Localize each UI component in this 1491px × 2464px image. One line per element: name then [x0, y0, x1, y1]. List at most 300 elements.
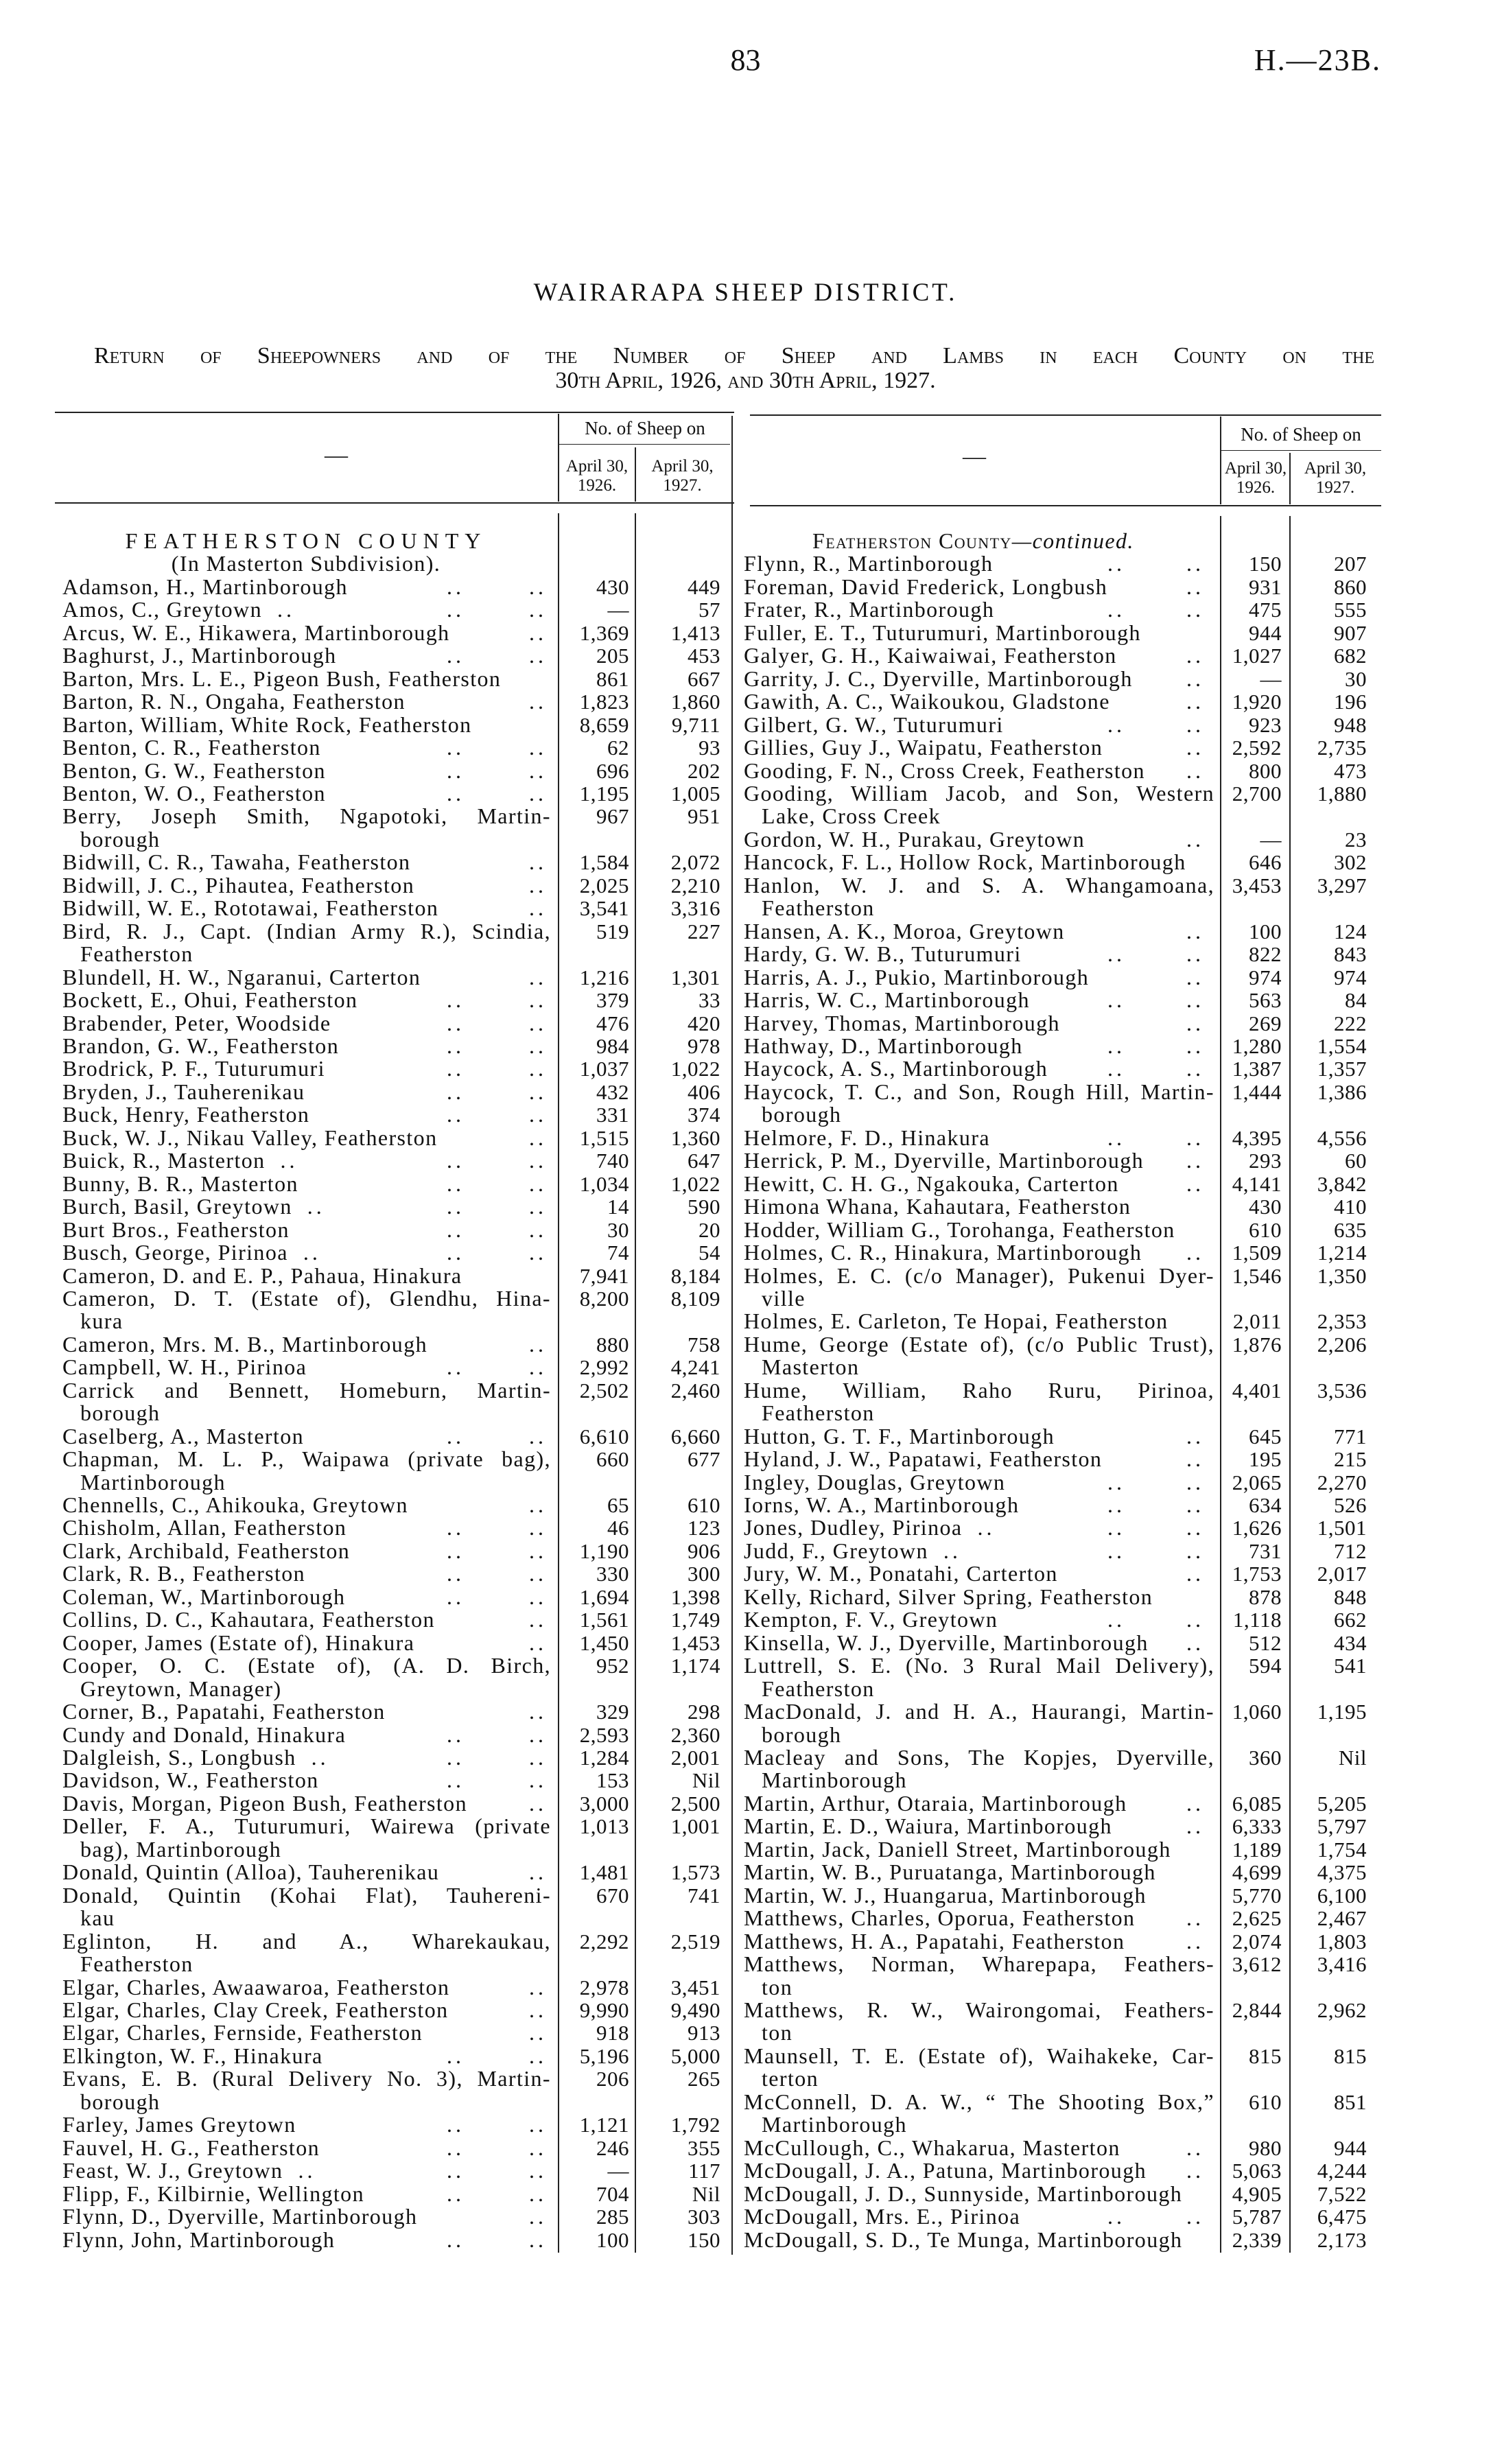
sheep-1927: 712: [1334, 1538, 1367, 1563]
sheep-1926: 30: [607, 1217, 629, 1242]
sheep-1927: 541: [1334, 1654, 1367, 1678]
dot-leader: ..: [529, 895, 547, 921]
sheep-1926: 974: [1249, 965, 1282, 989]
sheep-1926: 610: [1249, 2089, 1282, 2114]
table-row: [62, 989, 728, 1011]
sheep-1926: 1,190: [579, 1538, 629, 1563]
sheep-1927: 3,842: [1317, 1171, 1367, 1196]
dot-leader: ..: [1186, 1492, 1204, 1518]
dot-leader: ..: [529, 1125, 547, 1150]
table-row: [744, 1700, 1375, 1723]
dot-leader: ..: [529, 1538, 547, 1563]
table-row: [62, 760, 728, 782]
leader-wrap: [62, 598, 295, 621]
owner-name: Carrick and Bennett, Homeburn, Martin-: [62, 1377, 551, 1403]
sheep-1927: 2,962: [1317, 1998, 1367, 2022]
header-col1-line2-right: 1926.: [1236, 478, 1276, 497]
dot-leader: ..: [529, 872, 547, 897]
sheep-1926: 861: [596, 666, 629, 691]
leader-wrap: [744, 1516, 995, 1539]
sheep-1927: Nil: [1338, 1746, 1367, 1770]
subtitle-line-1: Return of Sheepowners and of the Number of Sheep and Lambs in each County on the: [94, 343, 1374, 368]
dot-leader: ..: [943, 1538, 961, 1563]
table-row-continuation: [62, 1838, 728, 1861]
table-row: [744, 1173, 1375, 1195]
table-row: [744, 2045, 1375, 2067]
owner-name: Arcus, W. E., Hikawera, Martinborough: [62, 620, 450, 645]
table-row-continuation: [744, 1769, 1375, 1792]
owner-name: terton: [762, 2066, 819, 2091]
sheep-1926: 195: [1249, 1447, 1282, 1472]
owner-name: Martin, Jack, Daniell Street, Martinborough: [744, 1836, 1171, 1862]
owner-name: Featherston: [80, 941, 193, 967]
owner-name: Davis, Morgan, Pigeon Bush, Featherston: [62, 1790, 467, 1816]
sheep-1926: 2,011: [1232, 1309, 1282, 1334]
sheep-1926: 1,823: [579, 690, 629, 714]
owner-name: Gooding, F. N., Cross Creek, Featherston: [744, 758, 1145, 783]
sheep-1927: 8,109: [670, 1286, 720, 1311]
owner-name: Martin, E. D., Waiura, Martinborough: [744, 1814, 1112, 1839]
owner-name: borough: [80, 2089, 161, 2114]
sheep-1926: 5,196: [579, 2043, 629, 2068]
sheep-1926: 46: [607, 1516, 629, 1540]
dot-leader: ..: [1107, 1492, 1125, 1518]
owner-name: Himona Whana, Kahautara, Featherston: [744, 1194, 1131, 1219]
sheep-1927: 2,072: [670, 850, 720, 875]
dot-leader: ..: [529, 597, 547, 622]
dot-leader: ..: [1186, 1790, 1204, 1816]
table-row: [744, 1035, 1375, 1057]
owner-name: Bidwill, J. C., Pihautea, Featherston: [62, 872, 415, 897]
dot-leader: ..: [529, 1722, 547, 1747]
sheep-1926: 8,659: [579, 712, 629, 737]
table-row: [62, 1769, 728, 1792]
owner-name: Macleay and Sons, The Kopjes, Dyerville,: [744, 1745, 1214, 1770]
table-row: [744, 1884, 1375, 1907]
dot-leader: ..: [298, 2158, 316, 2183]
dot-leader: ..: [529, 574, 547, 599]
table-row: [62, 1127, 728, 1149]
dot-leader: ..: [1186, 758, 1204, 783]
table-row: [62, 2229, 728, 2251]
table-row: [744, 1907, 1375, 1929]
owner-name: Fauvel, H. G., Featherston: [62, 2135, 320, 2160]
table-row: [744, 576, 1375, 598]
owner-name: Harris, W. C., Martinborough: [744, 987, 1030, 1013]
owner-name: Hewitt, C. H. G., Ngakouka, Carterton: [744, 1171, 1119, 1196]
sheep-1927: 23: [1345, 827, 1367, 852]
dot-leader: ..: [529, 2043, 547, 2068]
sheep-1927: 93: [698, 736, 720, 760]
dot-leader: ..: [307, 1194, 325, 1219]
owner-name: Donald, Quintin (Kohai Flat), Tauhereni-: [62, 1882, 551, 1908]
dot-leader: ..: [529, 1790, 547, 1816]
table-row: [62, 1654, 728, 1677]
owner-name: bag), Martinborough: [80, 1836, 282, 1862]
table-row: [744, 874, 1375, 897]
owner-name: Buck, W. J., Nikau Valley, Featherston: [62, 1125, 438, 1150]
sheep-1927: 124: [1334, 919, 1367, 943]
sheep-1927: 771: [1334, 1424, 1367, 1448]
owner-name: Feast, W. J., Greytown: [62, 2158, 283, 2183]
sheep-1927: Nil: [692, 2181, 720, 2206]
dot-leader: ..: [447, 1538, 465, 1563]
owner-name: Bryden, J., Tauherenikau: [62, 1079, 305, 1104]
owner-name: Brabender, Peter, Woodside: [62, 1010, 331, 1035]
dot-leader: ..: [1107, 1607, 1125, 1632]
dot-leader: ..: [280, 1148, 298, 1173]
dot-leader: ..: [529, 1859, 547, 1885]
sheep-1926: 4,699: [1232, 1860, 1282, 1885]
owner-name: Holmes, C. R., Hinakura, Martinborough: [744, 1240, 1142, 1265]
header-sub-rule-right: [1221, 450, 1381, 451]
owner-name: Harvey, Thomas, Martinborough: [744, 1010, 1060, 1035]
table-row: [744, 1448, 1375, 1470]
table-row: [62, 1700, 728, 1723]
sheep-1927: 406: [688, 1079, 720, 1104]
table-row-continuation: [62, 1310, 728, 1333]
sheep-1927: 1,792: [670, 2113, 720, 2137]
table-row: [62, 576, 728, 598]
owner-name: Fuller, E. T., Tuturumuri, Martinborough: [744, 620, 1141, 645]
sheep-1927: 677: [688, 1447, 720, 1472]
sheep-1926: 1,584: [579, 850, 629, 875]
table-row: [62, 1219, 728, 1241]
sheep-1927: 1,386: [1317, 1079, 1367, 1104]
dot-leader: ..: [529, 1561, 547, 1586]
owner-name: Hyland, J. W., Papatawi, Featherston: [744, 1446, 1103, 1472]
sheep-1926: —: [1260, 827, 1282, 852]
sheep-1926: 430: [1249, 1195, 1282, 1219]
sheep-1927: 3,297: [1317, 873, 1367, 897]
dot-leader: ..: [277, 597, 295, 622]
sheep-1927: 1,022: [670, 1171, 720, 1196]
dot-leader: ..: [447, 1056, 465, 1081]
sheep-1927: 227: [688, 919, 720, 943]
table-row: [744, 2183, 1375, 2205]
table-row: [744, 1057, 1375, 1080]
sheep-1926: 740: [596, 1149, 629, 1173]
owner-name: Featherston: [762, 895, 875, 921]
table-row: [62, 966, 728, 989]
owner-name: Corner, B., Papatahi, Featherston: [62, 1699, 386, 1724]
sheep-1926: 331: [596, 1103, 629, 1127]
dot-leader: ..: [529, 1515, 547, 1540]
sheep-1926: 967: [596, 804, 629, 829]
dot-leader: ..: [447, 574, 465, 599]
sheep-1927: 150: [688, 2227, 720, 2252]
sheep-1926: 7,941: [579, 1263, 629, 1288]
dot-leader: ..: [1186, 1814, 1204, 1839]
dot-leader: ..: [1186, 1905, 1204, 1931]
table-row: [62, 2183, 728, 2205]
dot-leader: ..: [1186, 1423, 1204, 1448]
sheep-1926: 2,978: [579, 1975, 629, 1999]
table-row: [744, 1494, 1375, 1516]
dot-leader: ..: [529, 2181, 547, 2206]
table-row-continuation: [62, 1678, 728, 1700]
owner-name: Eglinton, H. and A., Wharekaukau,: [62, 1928, 551, 1953]
sheep-1926: 293: [1249, 1149, 1282, 1173]
dot-leader: ..: [1107, 551, 1125, 576]
owner-name: Iorns, W. A., Martinborough: [744, 1492, 1020, 1518]
owner-name: Gilbert, G. W., Tuturumuri: [744, 712, 1004, 737]
owner-name: Harris, A. J., Pukio, Martinborough: [744, 964, 1090, 989]
sheep-1926: 880: [596, 1332, 629, 1357]
sheep-1927: 978: [688, 1033, 720, 1058]
sheep-1926: 2,625: [1232, 1906, 1282, 1931]
sheep-1927: 948: [1334, 712, 1367, 737]
leader-wrap: [62, 1149, 298, 1172]
sheep-1926: 1,118: [1232, 1608, 1282, 1632]
owner-name: Gordon, W. H., Purakau, Greytown: [744, 826, 1085, 852]
owner-name: Martin, W. J., Huangarua, Martinborough: [744, 1882, 1147, 1908]
dot-leader: ..: [1186, 1469, 1204, 1494]
table-row: [744, 1654, 1375, 1677]
owner-name: Benton, W. O., Featherston: [62, 780, 326, 806]
dot-leader: ..: [447, 1171, 465, 1196]
sheep-1927: 302: [1334, 850, 1367, 875]
table-row: [62, 644, 728, 667]
sheep-1927: 265: [688, 2067, 720, 2091]
sheep-1926: 984: [596, 1033, 629, 1058]
table-row-continuation: [744, 2021, 1375, 2044]
dot-leader: ..: [529, 2158, 547, 2183]
sheep-1926: 269: [1249, 1011, 1282, 1035]
sheep-1926: 285: [596, 2205, 629, 2229]
county-heading: FEATHERSTON COUNTY: [125, 528, 487, 553]
header-name-column-right: —: [963, 444, 986, 469]
sheep-1926: 918: [596, 2021, 629, 2045]
dot-leader: ..: [1186, 1446, 1204, 1472]
owner-name: Brandon, G. W., Featherston: [62, 1033, 340, 1058]
header-sub-rule-left: [559, 444, 730, 445]
table-row: [62, 1861, 728, 1884]
table-row-continuation: [744, 897, 1375, 919]
dot-leader: ..: [447, 987, 465, 1013]
owner-name: Lake, Cross Creek: [762, 803, 941, 829]
dot-leader: ..: [1186, 941, 1204, 967]
table-row: [744, 1999, 1375, 2021]
sheep-1927: 84: [1345, 988, 1367, 1013]
dot-leader: ..: [529, 689, 547, 714]
owner-name: Martin, W. B., Puruatanga, Martinborough: [744, 1859, 1156, 1885]
sheep-1926: 800: [1249, 758, 1282, 783]
owner-name: Holmes, E. Carleton, Te Hopai, Featherston: [744, 1309, 1169, 1334]
sheep-1926: 3,453: [1232, 873, 1282, 897]
table-row: [744, 2229, 1375, 2251]
owner-name: Berry, Joseph Smith, Ngapotoki, Martin-: [62, 803, 551, 829]
leader-wrap: [62, 1241, 321, 1264]
sheep-1926: 5,063: [1232, 2159, 1282, 2183]
owner-name: Benton, C. R., Featherston: [62, 735, 321, 760]
table-row: [744, 2091, 1375, 2113]
table-row: [744, 1333, 1375, 1356]
dot-leader: ..: [529, 1699, 547, 1724]
dot-leader: ..: [529, 1217, 547, 1242]
dot-leader: ..: [529, 1768, 547, 1793]
dot-leader: ..: [447, 1584, 465, 1609]
sheep-1927: 1,214: [1317, 1241, 1367, 1265]
sheep-1926: 1,284: [579, 1746, 629, 1770]
dot-leader: ..: [977, 1515, 996, 1540]
header-name-column-left: —: [325, 443, 348, 468]
sheep-1926: 931: [1249, 574, 1282, 599]
owner-name: Chapman, M. L. P., Waipawa (private bag),: [62, 1446, 551, 1472]
sheep-1927: 590: [688, 1195, 720, 1219]
table-row: [744, 1861, 1375, 1884]
leader-wrap: [744, 1540, 961, 1562]
sheep-1926: 610: [1249, 1217, 1282, 1242]
dot-leader: ..: [447, 2135, 465, 2160]
table-row-continuation: [744, 1678, 1375, 1700]
sheep-1927: 1,554: [1317, 1033, 1367, 1058]
owner-name: Gawith, A. C., Waikoukou, Gladstone: [744, 689, 1110, 714]
sheep-1927: 2,467: [1317, 1906, 1367, 1931]
sheep-1927: 1,301: [670, 965, 720, 989]
sheep-1927: 2,353: [1317, 1309, 1367, 1334]
sheep-1927: 434: [1334, 1630, 1367, 1655]
owner-name: Chennells, C., Ahikouka, Greytown: [62, 1492, 408, 1518]
sheep-1926: 330: [596, 1562, 629, 1586]
owner-name: Haycock, A. S., Martinborough: [744, 1056, 1048, 1081]
dot-leader: ..: [1186, 1607, 1204, 1632]
county-name: Featherston County: [812, 528, 1012, 553]
sheep-1927: 5,797: [1317, 1814, 1367, 1839]
dot-leader: ..: [1186, 1515, 1204, 1540]
sheep-1927: 303: [688, 2205, 720, 2229]
table-row: [62, 2113, 728, 2136]
table-row: [744, 1930, 1375, 1953]
table-row-continuation: [744, 2113, 1375, 2136]
owner-name: Jones, Dudley, Pirinoa: [744, 1515, 963, 1540]
dot-leader: ..: [447, 1240, 465, 1265]
dot-leader: ..: [1186, 551, 1204, 576]
sheep-1927: 2,360: [670, 1722, 720, 1747]
owner-name: Kinsella, W. J., Dyerville, Martinborough: [744, 1630, 1149, 1655]
dot-leader: ..: [447, 1079, 465, 1104]
table-row: [62, 874, 728, 897]
table-row: [744, 668, 1375, 690]
table-row: [744, 1219, 1375, 1241]
table-row: [62, 1333, 728, 1356]
table-row: [62, 1287, 728, 1310]
table-row: [62, 1379, 728, 1402]
dot-leader: ..: [1186, 1125, 1204, 1150]
sheep-1926: 1,561: [579, 1608, 629, 1632]
sheep-1926: 3,000: [579, 1791, 629, 1816]
sheep-1926: 1,509: [1232, 1241, 1282, 1265]
table-row: [62, 1815, 728, 1838]
owner-name: Elgar, Charles, Fernside, Featherston: [62, 2020, 423, 2045]
sheep-1926: 1,121: [579, 2113, 629, 2137]
sheep-1926: 5,787: [1232, 2205, 1282, 2229]
sheep-1926: 2,025: [579, 873, 629, 897]
sheep-1927: 9,490: [670, 1998, 720, 2022]
table-top-rule-left: [55, 412, 734, 413]
owner-name: Matthews, Norman, Wharepapa, Feathers-: [744, 1951, 1214, 1977]
sheep-1926: 100: [596, 2227, 629, 2252]
owner-name: Martinborough: [762, 1768, 907, 1793]
table-row: [62, 1448, 728, 1470]
owner-name: Jury, W. M., Ponatahi, Carterton: [744, 1561, 1058, 1586]
table-row: [744, 1792, 1375, 1815]
owner-name: Featherston: [762, 1400, 875, 1426]
sheep-1926: 4,141: [1232, 1171, 1282, 1196]
dot-leader: ..: [1186, 918, 1204, 943]
table-row-continuation: [744, 1724, 1375, 1746]
owner-name: Elgar, Charles, Awaawaroa, Featherston: [62, 1974, 450, 1999]
header-bottom-rule-right: [750, 505, 1381, 506]
sheep-1926: 594: [1249, 1654, 1282, 1678]
sheep-1926: 1,481: [579, 1860, 629, 1885]
sheep-1927: 2,001: [670, 1746, 720, 1770]
dot-leader: ..: [1107, 941, 1125, 967]
owner-name: Elgar, Charles, Clay Creek, Featherston: [62, 1997, 449, 2022]
owner-name: Masterton: [762, 1354, 860, 1380]
table-row: [62, 1884, 728, 1907]
table-row: [62, 1724, 728, 1746]
owner-name: Busch, George, Pirinoa: [62, 1240, 288, 1265]
dot-leader: ..: [1107, 2204, 1125, 2229]
sheep-1926: 9,990: [579, 1998, 629, 2022]
sheep-1927: 57: [698, 598, 720, 622]
dot-leader: ..: [1186, 689, 1204, 714]
owner-name: ton: [762, 1974, 793, 1999]
header-group-left: No. of Sheep on: [585, 418, 705, 438]
table-row: [62, 1356, 728, 1378]
sheep-1927: 843: [1334, 942, 1367, 967]
header-col2-line2-right: 1927.: [1315, 478, 1355, 497]
header-group-right: No. of Sheep on: [1241, 424, 1361, 445]
dot-leader: ..: [1186, 2158, 1204, 2183]
table-row-continuation: [744, 1356, 1375, 1378]
table-row: [62, 1792, 728, 1815]
sheep-1926: 944: [1249, 620, 1282, 645]
owner-name: Flipp, F., Kilbirnie, Wellington: [62, 2181, 364, 2206]
dot-leader: ..: [447, 1561, 465, 1586]
owner-name: Martinborough: [80, 1469, 226, 1494]
dot-leader: ..: [311, 1745, 329, 1770]
sheep-1927: 635: [1334, 1217, 1367, 1242]
owner-name: McDougall, Mrs. E., Pirinoa: [744, 2204, 1021, 2229]
header-col1-line1-left: April 30,: [565, 457, 629, 476]
owner-name: Burch, Basil, Greytown: [62, 1194, 292, 1219]
sheep-1926: 205: [596, 644, 629, 668]
sheep-1926: 379: [596, 988, 629, 1013]
owner-name: borough: [762, 1102, 842, 1127]
owner-name: Hume, William, Raho Ruru, Pirinoa,: [744, 1377, 1214, 1403]
owner-name: Hodder, William G., Torohanga, Featherston: [744, 1217, 1175, 1242]
owner-name: Featherston: [762, 1676, 875, 1701]
sheep-1926: 62: [607, 736, 629, 760]
owner-name: Flynn, D., Dyerville, Martinborough: [62, 2204, 418, 2229]
sheep-1927: 20: [698, 1217, 720, 1242]
sheep-1926: 4,401: [1232, 1378, 1282, 1403]
sheep-1926: 1,280: [1232, 1033, 1282, 1058]
sheep-1927: 3,416: [1317, 1952, 1367, 1977]
table-row: [62, 1173, 728, 1195]
sheep-1927: 1,001: [670, 1814, 720, 1839]
dot-leader: ..: [1186, 1010, 1204, 1035]
sheep-1926: 646: [1249, 850, 1282, 875]
sheep-1927: 2,519: [670, 1929, 720, 1953]
sheep-1926: —: [607, 598, 629, 622]
owner-name: Hansen, A. K., Moroa, Greytown: [744, 918, 1065, 943]
table-row: [62, 1632, 728, 1654]
sheep-1927: 420: [688, 1011, 720, 1035]
right-table-body: [744, 530, 1375, 2251]
